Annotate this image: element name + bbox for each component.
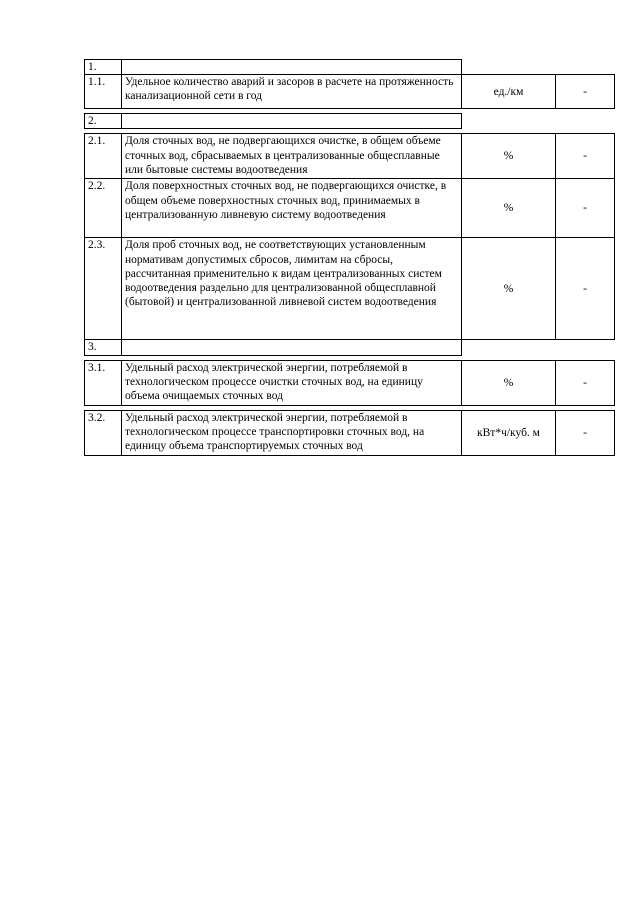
indicator-unit: %: [462, 179, 556, 238]
indicator-value: -: [556, 410, 615, 455]
section-row-2: [85, 114, 615, 129]
row-number: 3.2.: [85, 410, 122, 455]
indicator-name: Удельный расход электрической энергии, потребляемой в технологическом процессе очистки сточных вод, на единицу объема очищаемых сточных вод: [122, 360, 462, 405]
table-row-1-1: [85, 75, 615, 109]
row-number: 1.1.: [85, 75, 122, 109]
row-number: 2.3.: [85, 238, 122, 340]
indicator-name: Доля поверхностных сточных вод, не подвергающихся очистке, в общем объеме поверхностных сточных вод, принимаемых в централизованную ливневую систему водоотведения: [122, 179, 462, 238]
indicator-unit: %: [462, 360, 556, 405]
row-number: 2.2.: [85, 179, 122, 238]
indicator-unit: %: [462, 238, 556, 340]
indicator-name: Удельное количество аварий и засоров в расчете на протяженность канализационной сети в год: [122, 75, 462, 109]
section-number: 1.: [85, 60, 122, 75]
table-row-2-3: [85, 238, 615, 340]
table-row-2-1: [85, 134, 615, 179]
indicator-name: Доля проб сточных вод, не соответствующих установленным нормативам допустимых сбросов, лимитам на сбросы, рассчитанная применительно к видам централизованных систем водоотведения раздельно для централизованной общесплавной (бытовой) и централизованной ливневой систем водоотведения: [122, 238, 462, 340]
row-number: 2.1.: [85, 134, 122, 179]
indicator-name: Доля сточных вод, не подвергающихся очистке, в общем объеме сточных вод, сбрасываемых в централизованные общесплавные или бытовые системы водоотведения: [122, 134, 462, 179]
section-row-3: [85, 340, 615, 355]
indicator-value: -: [556, 360, 615, 405]
indicators-table: [84, 59, 615, 456]
indicator-name: Удельный расход электрической энергии, потребляемой в технологическом процессе транспортировки сточных вод, на единицу объема транспортируемых сточных вод: [122, 410, 462, 455]
section-blank-cell: [122, 114, 462, 129]
table-row-3-1: [85, 360, 615, 405]
indicator-value: -: [556, 179, 615, 238]
indicator-value: -: [556, 238, 615, 340]
section-number: 2.: [85, 114, 122, 129]
row-number: 3.1.: [85, 360, 122, 405]
indicator-unit: кВт*ч/куб. м: [462, 410, 556, 455]
indicator-value: -: [556, 134, 615, 179]
table-row-2-2: [85, 179, 615, 238]
section-blank-cell: [122, 60, 462, 75]
indicator-value: -: [556, 75, 615, 109]
section-number: 3.: [85, 340, 122, 355]
indicator-unit: ед./км: [462, 75, 556, 109]
table-row-3-2: [85, 410, 615, 455]
section-blank-cell: [122, 340, 462, 355]
indicator-unit: %: [462, 134, 556, 179]
section-row-1: [85, 60, 615, 75]
